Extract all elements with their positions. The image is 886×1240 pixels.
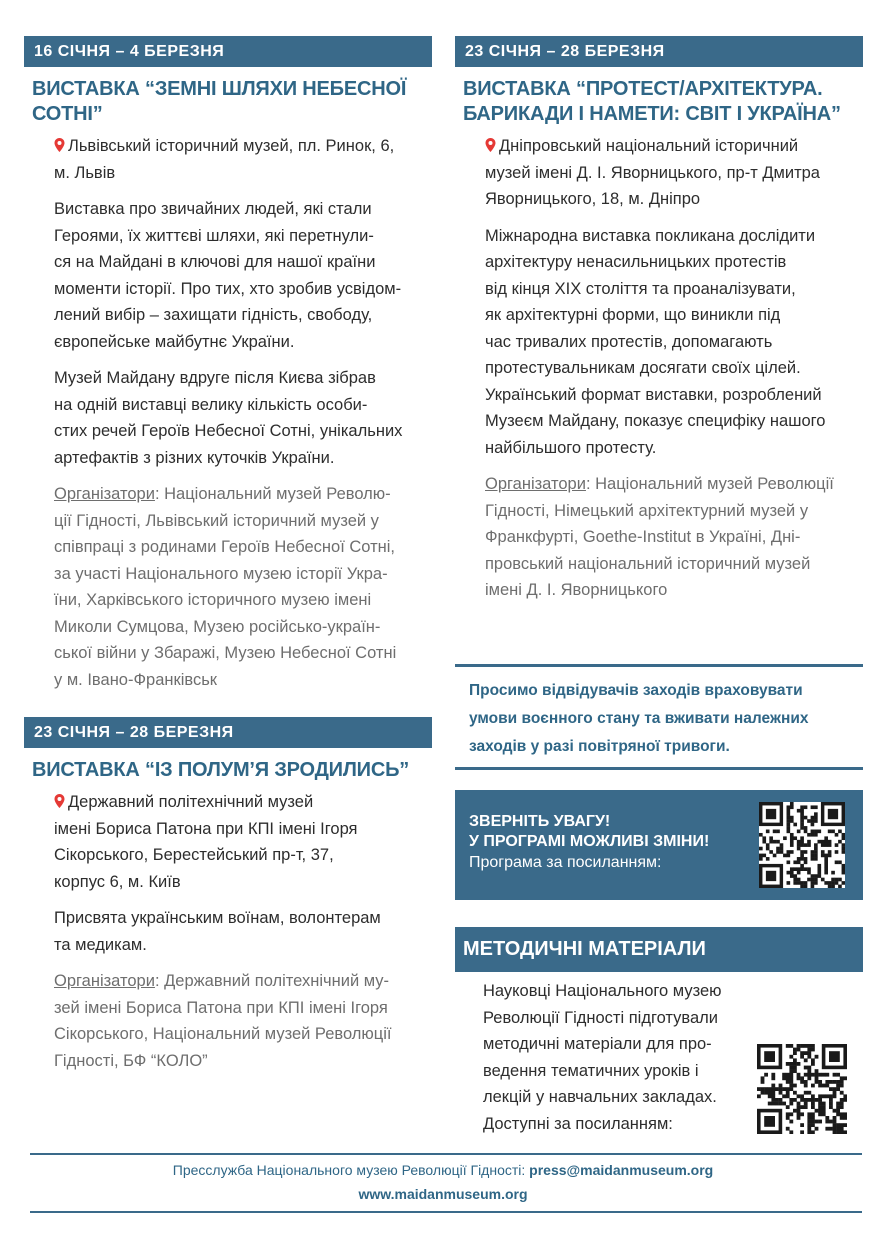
location-line: Яворницького, 18, м. Дніпро [485,190,701,208]
text-line: лений вибір – захищати гідність, свободу, [54,306,373,324]
program-link-label: Програма за посиланням: [469,854,662,871]
text-line: Український формат виставки, розроблений [485,385,822,404]
text-line: співпраці з родинами Героїв Небесної Сотні, [54,538,396,556]
location-line: імені Бориса Патона при КПІ імені Ігоря [54,819,358,838]
text-line: та медикам. [54,935,147,954]
event-details [54,133,432,693]
text-line: Гідності, Німецький архітектурний музей у [485,501,809,520]
event-location [54,133,432,186]
map-pin-icon [485,138,496,152]
text-line: Революції Гідності підготували [483,1008,719,1027]
attention-heading: ЗВЕРНІТЬ УВАГУ! [469,813,611,830]
website-link[interactable]: www.maidanmuseum.org [358,1186,528,1202]
text-line: стих речей Героїв Небесної Сотні, унікальних [54,422,403,440]
text-line: ведення тематичних уроків і [483,1061,699,1080]
event-description [54,905,432,958]
text-line: Гідності, БФ “КОЛО” [54,1051,208,1070]
notice-line: Просимо відвідувачів заходів враховувати [469,682,803,699]
footer-divider [30,1211,862,1213]
text-line: моменти історії. Про тих, хто зробив усвідом- [54,279,402,298]
title-line: БАРИКАДИ І НАМЕТИ: СВІТ І УКРАЇНА” [463,103,841,125]
event-location [54,789,432,895]
text-line: європейське майбутнє України. [54,332,295,351]
footer-website [0,1183,886,1205]
map-pin-icon [54,138,65,152]
text-line: як архітектурні форми, що виникли під [485,306,781,324]
event-location [485,133,863,213]
left-column [24,36,432,1074]
text-line: : Національний музей Революції [585,475,834,493]
organizers-label: Організатори [54,485,155,503]
text-line: найбільшого протесту. [485,438,657,457]
text-line: їни, Харківського історичного музею імені [54,591,372,609]
qr-code-icon[interactable] [757,1044,847,1134]
footer-divider [30,1153,862,1155]
event-date-bar: 16 СІЧНЯ – 4 БЕРЕЗНЯ [24,36,432,67]
organizers [54,968,432,1074]
text-line: Присвята українським воїнам, волонтерам [54,909,381,927]
text-line: Міжнародна виставка покликана дослідити [485,226,816,245]
air-raid-notice [455,664,863,770]
location-line: Державний політехнічний музей [68,793,314,811]
notice-line: умови воєнного стану та вживати належних [469,710,809,727]
event-description [54,196,432,355]
text-line: Сікорського, Національний музей Революції [54,1025,392,1043]
notice-line: заходів у разі повітряної тривоги. [469,738,730,755]
text-line: Науковці Національного музею [483,982,722,1000]
title-line: ВИСТАВКА “ПРОТЕСТ/АРХІТЕКТУРА. [463,78,823,100]
attention-heading: У ПРОГРАМІ МОЖЛИВІ ЗМІНИ! [469,833,710,850]
qr-code-icon[interactable] [759,802,845,888]
text-line: лекцій у навчальних закладах. [483,1088,717,1106]
text-line: за участі Національного музею історії Укра- [54,564,388,583]
location-line: Львівський історичний музей, пл. Ринок, 6, [68,137,395,155]
text-line: Виставка про звичайних людей, які стали [54,200,372,218]
text-line: Миколи Сумцова, Музею російсько-україн- [54,617,381,636]
organizers [485,471,863,604]
event-title [463,77,863,127]
program-changes-box [455,790,863,900]
methods-description [483,978,753,1137]
text-line: ся на Майдані в ключові для нашої країни [54,253,376,271]
event-title: ВИСТАВКА “ІЗ ПОЛУМ’Я ЗРОДИЛИСЬ” [32,759,410,781]
text-line: протестувальникам досягати своїх цілей. [485,359,801,377]
text-line: Музеєм Майдану, показує специфіку нашого [485,412,826,430]
location-line: музей імені Д. І. Яворницького, пр-т Дмитра [485,163,820,182]
location-line: Сікорського, Берестейський пр-т, 37, [54,846,334,864]
text-line: : Державний політехнічний му- [154,972,390,990]
event-date-bar: 23 СІЧНЯ – 28 БЕРЕЗНЯ [455,36,863,67]
organizers-label: Організатори [54,972,155,990]
text-line: імені Д. І. Яворницького [485,581,668,599]
text-line: Доступні за посиланням: [483,1114,673,1133]
text-line: провський національний історичний музей [485,554,811,573]
footer-press [0,1159,886,1181]
text-line: Музей Майдану вдруге після Києва зібрав [54,369,376,387]
text-line: у м. Івано-Франківськ [54,670,218,689]
text-line: від кінця ХІХ століття та проаналізувати, [485,279,796,298]
event-description [485,223,863,462]
text-line: : Національний музей Револю- [154,485,391,503]
event-details [485,133,863,604]
methods-header: МЕТОДИЧНІ МАТЕРІАЛИ [455,927,863,972]
text-line: ції Гідності, Львівський історичний музей у [54,511,379,530]
organizers [54,481,432,693]
event-title: ВИСТАВКА “ЗЕМНІ ШЛЯХИ НЕБЕСНОЇ СОТНІ” [32,78,407,125]
text-line: Франкфурті, Goethe-Institut в Україні, Дні- [485,528,801,546]
event-description [54,365,432,471]
map-pin-icon [54,794,65,808]
location-line: корпус 6, м. Київ [54,872,181,891]
organizers-label: Організатори [485,475,586,493]
text-line: ської війни у Збаражі, Музею Небесної Сотні [54,644,397,662]
location-line: Дніпровський національний історичний [499,137,799,155]
text-line: методичні матеріали для про- [483,1035,712,1053]
text-line: зей імені Бориса Патона при КПІ імені Ігоря [54,998,388,1017]
event-details [54,789,432,1074]
location-line: м. Львів [54,163,116,182]
press-email-link[interactable]: press@maidanmuseum.org [529,1162,714,1178]
text-line: час тривалих протестів, допомагають [485,332,773,351]
press-label: Пресслужба Національного музею Революції Гідності: [172,1162,526,1178]
text-line: Героями, їх життєві шляхи, які перетнули- [54,226,374,245]
text-line: архітектуру ненасильницьких протестів [485,253,787,271]
text-line: артефактів з різних куточків України. [54,448,335,467]
text-line: на одній виставці велику кількість особи- [54,395,368,414]
event-date-bar: 23 СІЧНЯ – 28 БЕРЕЗНЯ [24,717,432,748]
right-column [455,36,863,604]
